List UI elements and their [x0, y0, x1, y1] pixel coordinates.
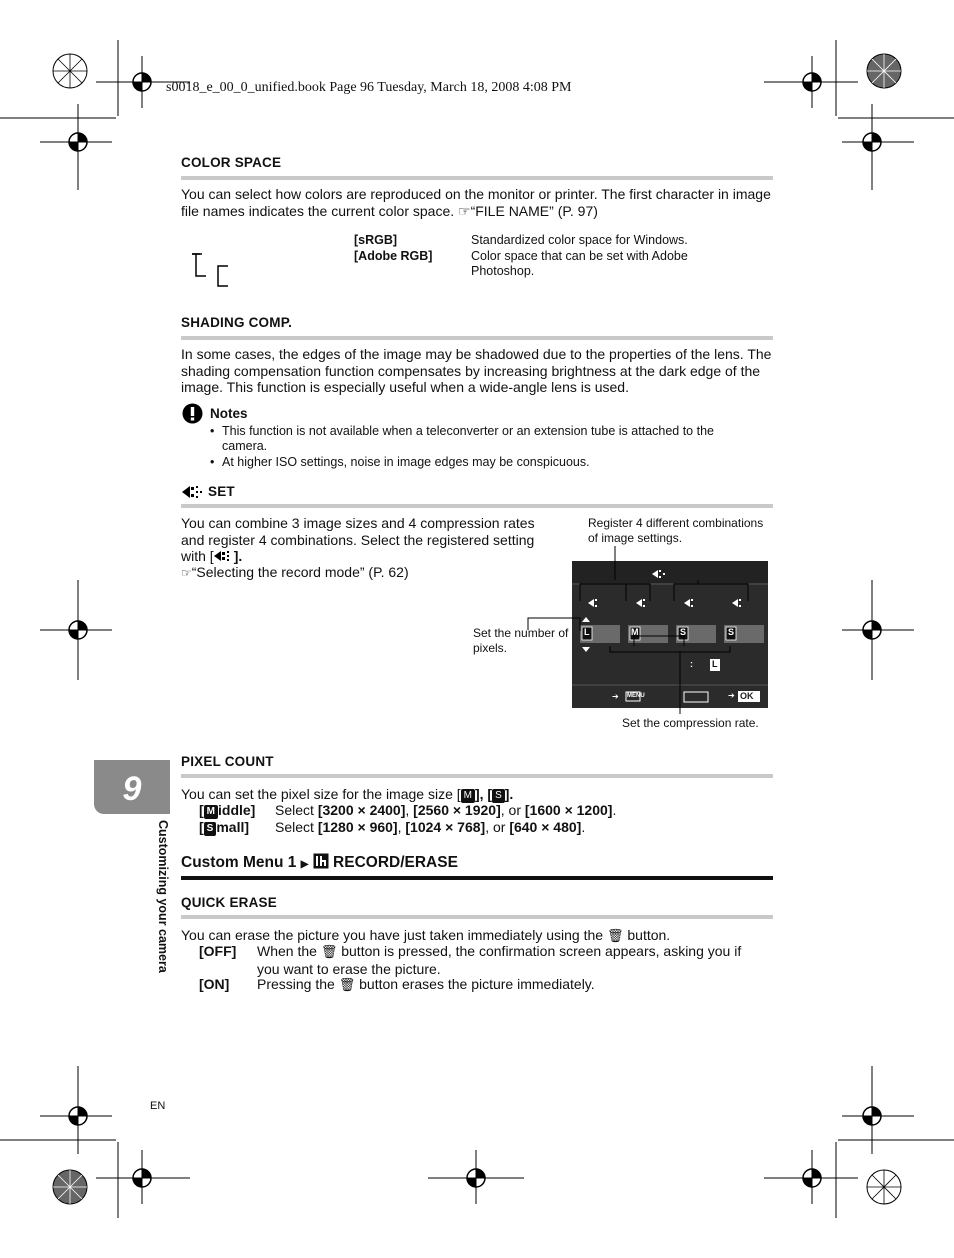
- middle-size-icon: M: [461, 789, 475, 803]
- pc-v2: [1024 × 768]: [405, 819, 486, 835]
- quick-erase-title: QUICK ERASE: [181, 895, 277, 910]
- pc-intro-a: You can set the pixel size for the image size [: [181, 786, 461, 802]
- option-adobe-key: [Adobe RGB]: [354, 249, 433, 263]
- color-space-title: COLOR SPACE: [181, 155, 282, 170]
- screen-size-l: L: [584, 627, 590, 637]
- screen-colon: :: [690, 659, 693, 669]
- side-label-text: Customizing your camera: [156, 820, 170, 973]
- chapter-tab: 9: [94, 760, 170, 814]
- note-item: This function is not available when a teleconverter or an extension tube is attached to the camera.: [222, 424, 714, 453]
- qe-on-key: [ON]: [199, 976, 230, 992]
- color-space-intro: You can select how colors are reproduced on the monitor or printer. The first character in image file names indicates the current color space. ☞“FILE NAME” (P. 97): [181, 186, 771, 219]
- pc-row-key-text: mall]: [216, 819, 250, 835]
- pc-row-key-text: iddle]: [218, 802, 256, 818]
- record-erase-icon: [313, 853, 329, 869]
- custom-menu-label: Custom Menu 1: [181, 854, 297, 871]
- option-srgb-key: [sRGB]: [354, 233, 398, 247]
- arrow-right-icon: ▶: [300, 859, 309, 870]
- set-title: SET: [208, 484, 235, 499]
- note-item: At higher ISO settings, noise in image edges may be conspicuous.: [222, 455, 590, 469]
- option-srgb-desc: Standardized color space for Windows.: [471, 233, 688, 247]
- callout-compression: Set the compression rate.: [622, 716, 759, 730]
- bullet: •: [210, 424, 215, 438]
- pc-row-key: [ M iddle]: [199, 802, 256, 818]
- set-text-end: ].: [233, 548, 243, 564]
- screen-size-s: S: [680, 627, 687, 637]
- section-rule: [181, 336, 773, 340]
- section-rule: [181, 176, 773, 180]
- qe-off-desc: [257, 943, 767, 977]
- pc-v1: [1280 × 960]: [317, 819, 398, 835]
- qe-off-a: When the: [257, 943, 317, 959]
- image-quality-icon: [214, 550, 234, 562]
- bracket-diagram-icon: [190, 252, 234, 288]
- screen-size-s2: S: [728, 627, 735, 637]
- pc-intro-mid: ], [: [474, 786, 493, 802]
- qe-off-b: button is pressed, the confirmation screen appears, asking you if you want to erase the picture.: [257, 943, 742, 977]
- pixel-count-title: PIXEL COUNT: [181, 754, 274, 769]
- screen-size-m: M: [631, 627, 639, 637]
- option-adobe-desc: Color space that can be set with Adobe Photoshop.: [471, 249, 688, 278]
- screen-ok-label: OK: [740, 691, 754, 701]
- custom-menu-section: RECORD/ERASE: [333, 854, 458, 871]
- bullet: •: [210, 455, 215, 469]
- custom-menu-heading: [181, 853, 458, 872]
- trash-icon: 🗑: [320, 944, 338, 959]
- pc-v3: [1600 × 1200]: [524, 802, 613, 818]
- reference-icon: ☞: [181, 566, 192, 580]
- pc-row-value: Select [3200 × 2400], [2560 × 1920], or [1600 × 1200].: [275, 802, 617, 818]
- callout-register: Register 4 different combinations of image settings.: [588, 516, 764, 545]
- pc-row-key: [ S mall]: [199, 819, 250, 835]
- trash-icon: 🗑: [606, 928, 624, 943]
- callout-lines: [520, 546, 780, 726]
- qe-on-b: button erases the picture immediately.: [359, 976, 595, 992]
- small-size-icon: S: [204, 822, 217, 836]
- notes-icon: [182, 403, 203, 424]
- notes-label: Notes: [210, 406, 248, 421]
- qe-on-a: Pressing the: [257, 976, 335, 992]
- section-rule: [181, 774, 773, 778]
- ok-arrow-icon: ➔: [728, 691, 735, 700]
- footer-lang: EN: [150, 1100, 166, 1112]
- qe-off-key: [OFF]: [199, 943, 237, 959]
- image-quality-icon: [182, 485, 204, 499]
- pc-pre: Select: [275, 802, 318, 818]
- quick-erase-intro: [181, 927, 773, 945]
- book-header: s0018_e_00_0_unified.book Page 96 Tuesday, March 18, 2008 4:08 PM: [166, 80, 572, 95]
- middle-size-icon: M: [204, 805, 218, 819]
- pc-v1: [3200 × 2400]: [317, 802, 406, 818]
- pc-pre: Select: [275, 819, 318, 835]
- chapter-side-label: [144, 820, 174, 1000]
- small-size-icon: S: [492, 789, 505, 803]
- pc-row-value: Select [1280 × 960], [1024 × 768], or [640 × 480].: [275, 819, 586, 835]
- set-text: [181, 515, 561, 565]
- section-rule: [181, 915, 773, 919]
- callout-pixels: Set the number of pixels.: [473, 626, 569, 655]
- screen-menu-label: MENU: [627, 693, 645, 699]
- heading-rule: [181, 876, 773, 880]
- screen-bottom-size: L: [712, 659, 718, 669]
- pixel-count-intro: [181, 786, 773, 803]
- set-text-main: You can combine 3 image sizes and 4 compression rates and register 4 combinations. Select the registered setting with [: [181, 515, 535, 564]
- trash-icon: 🗑: [338, 977, 356, 992]
- qe-intro-b: button.: [627, 927, 671, 943]
- pc-intro-end: ].: [504, 786, 514, 802]
- pc-v2: [2560 × 1920]: [413, 802, 501, 818]
- section-rule: [181, 504, 773, 508]
- shading-title: SHADING COMP.: [181, 315, 293, 330]
- qe-intro-a: You can erase the picture you have just taken immediately using the: [181, 927, 604, 943]
- set-ref: [181, 564, 409, 582]
- pc-v3: [640 × 480]: [509, 819, 582, 835]
- qe-on-desc: [257, 976, 767, 994]
- shading-intro: In some cases, the edges of the image may be shadowed due to the properties of the lens. The shading compensation function compensates by increasing brightness at the dark edge of the image. This function is especially useful when a wide-angle lens is used.: [181, 346, 772, 395]
- menu-arrow-icon: ➔: [612, 692, 619, 701]
- set-ref-text: “Selecting the record mode” (P. 62): [191, 564, 409, 580]
